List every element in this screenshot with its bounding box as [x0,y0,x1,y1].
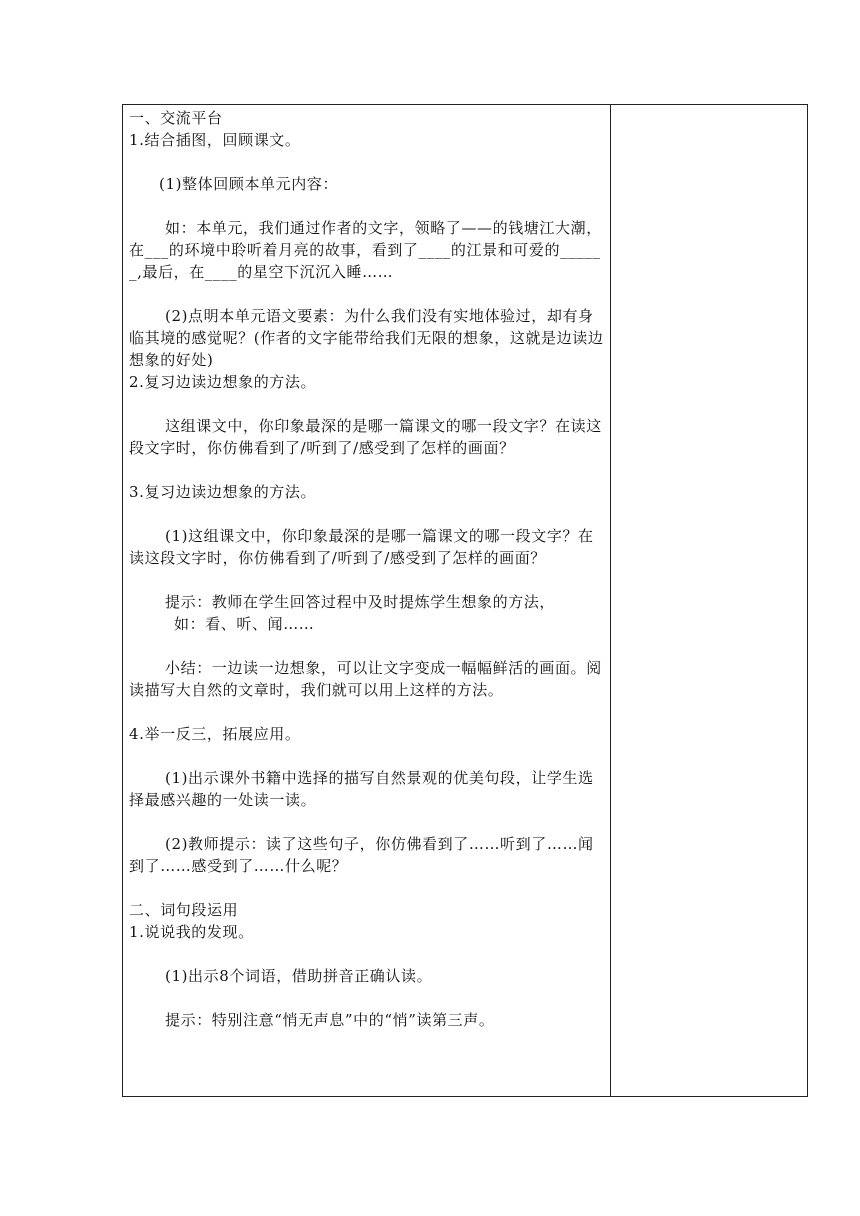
sub-item: (2)教师提示：读了这些句子，你仿佛看到了……听到了……闻到了……感受到了……什么呢？ [129,835,594,875]
sub-item: (1)出示课外书籍中选择的描写自然景观的优美句段，让学生选择最感兴趣的一处读一读。 [129,769,594,809]
lesson-content-cell [123,105,611,1097]
item-heading: 3.复习边读边想象的方法。 [129,483,317,501]
section-heading: 一、交流平台 [129,109,223,127]
notes-cell [611,105,808,1097]
hint-paragraph-continued: 如：看、听、闻…… [174,615,315,633]
item-heading: 1.说说我的发现。 [129,923,254,941]
table-row [123,105,808,1097]
sub-item: (1)整体回顾本单元内容： [159,175,339,193]
section-heading: 二、词句段运用 [129,901,239,919]
sub-item: (1)出示8个词语，借助拼音正确认读。 [165,967,433,985]
item-heading: 4.举一反三，拓展应用。 [129,725,301,743]
sub-item: (1)这组课文中，你印象最深的是哪一篇课文的哪一段文字？在读这段文字时，你仿佛看到了/听到了/感受到了怎样的画面？ [129,527,594,567]
example-paragraph: 如：本单元，我们通过作者的文字，领略了——的钱塘江大潮，在___的环境中聆听着月亮的故事，看到了____的江景和可爱的______,最后，在____的星空下沉沉入睡…… [129,219,602,281]
sub-item: (2)点明本单元语文要素：为什么我们没有实地体验过，却有身临其境的感觉呢？(作者的文字能带给我们无限的想象，这就是边读边想象的好处) [129,307,604,369]
item-heading: 2.复习边读边想象的方法。 [129,373,317,391]
item-heading: 1.结合插图，回顾课文。 [129,131,301,149]
lesson-content [123,105,610,1031]
paragraph: 这组课文中，你印象最深的是哪一篇课文的哪一段文字？在读这段文字时，你仿佛看到了/听到了/感受到了怎样的画面？ [129,417,602,457]
hint-paragraph: 提示：教师在学生回答过程中及时提炼学生想象的方法， [165,593,556,611]
hint-paragraph: 提示：特别注意“悄无声息”中的“悄”读第三声。 [165,1011,495,1029]
summary-paragraph: 小结：一边读一边想象，可以让文字变成一幅幅鲜活的画面。阅读描写大自然的文章时，我们就可以用上这样的方法。 [129,659,602,699]
lesson-plan-table [122,104,808,1097]
